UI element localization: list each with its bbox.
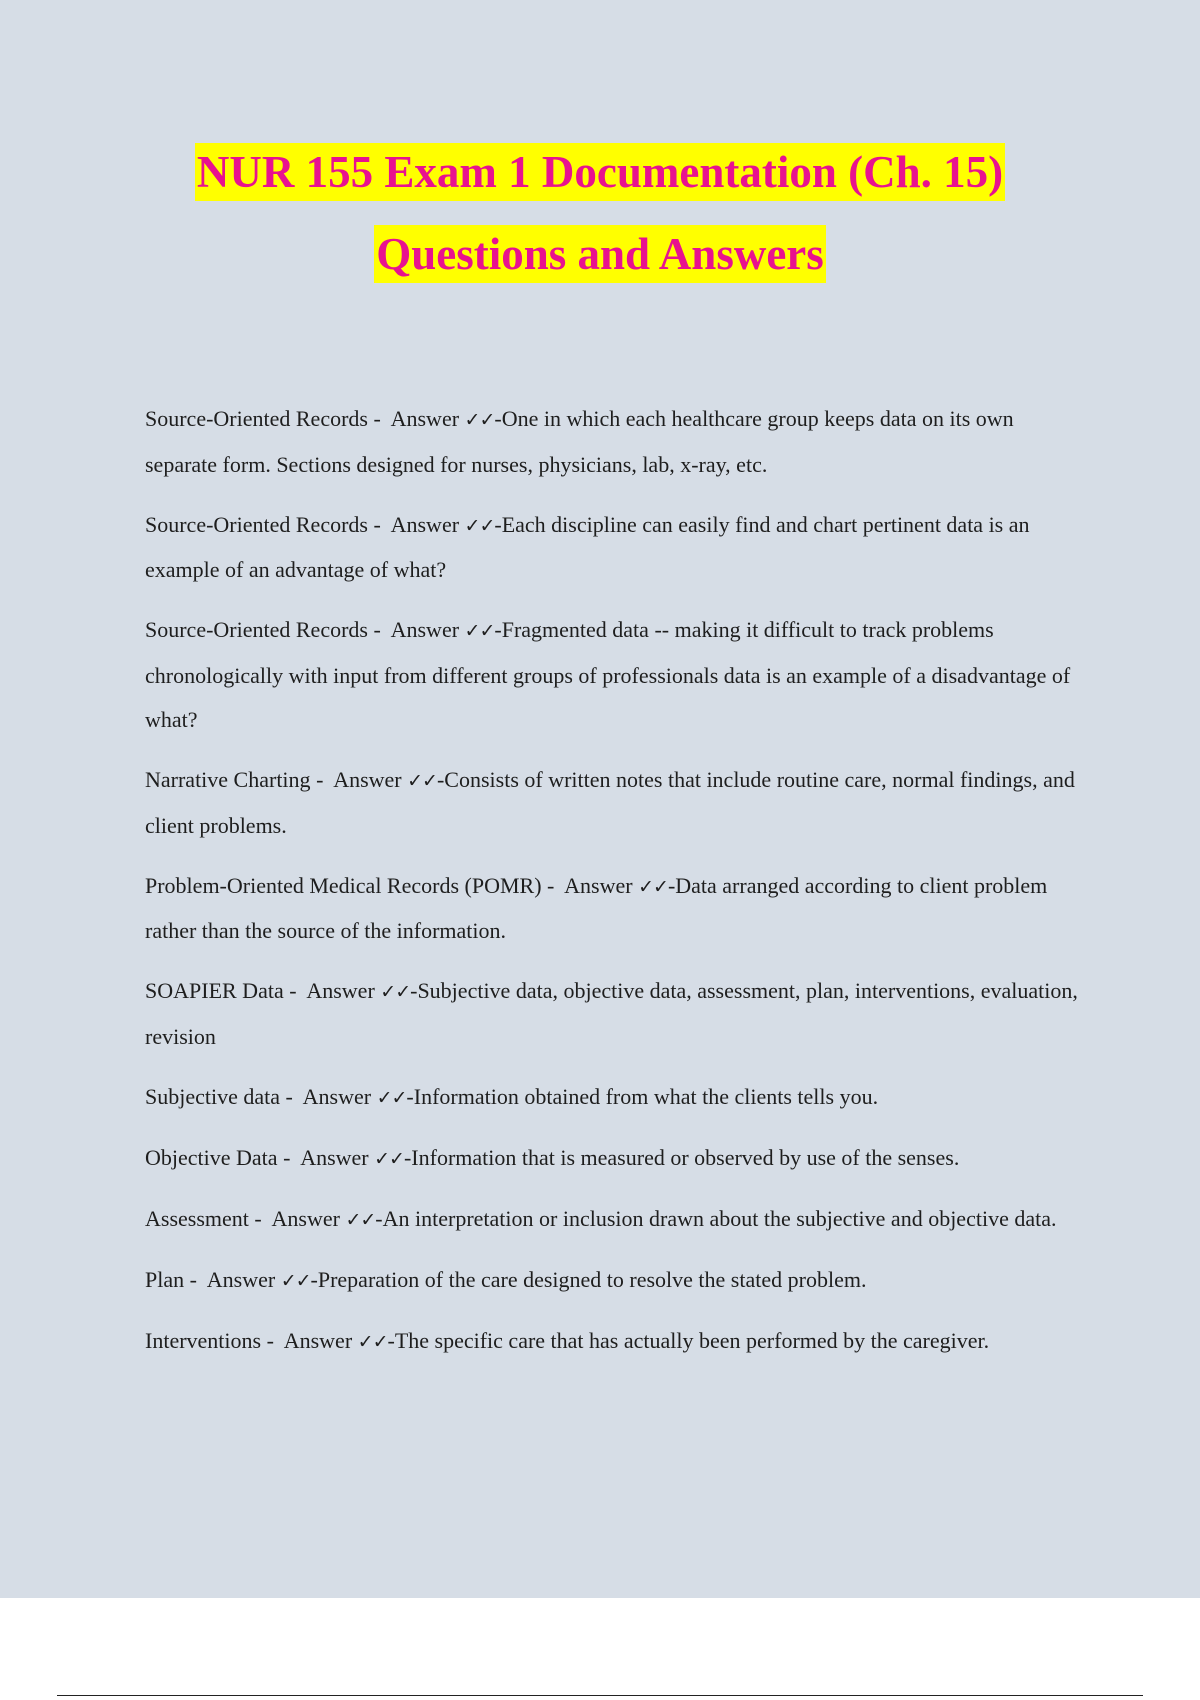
- qa-item: Assessment - Answer ✓✓-An interpretation or inclusion drawn about the subjective and objective data.: [145, 1205, 1057, 1231]
- qa-term: Source-Oriented Records: [145, 617, 368, 642]
- answer-label: Answer: [300, 1144, 369, 1170]
- qa-item: Interventions - Answer ✓✓-The specific care that has actually been performed by the caregiver.: [145, 1327, 990, 1353]
- qa-item: Plan - Answer ✓✓-Preparation of the care designed to resolve the stated problem.: [145, 1266, 867, 1292]
- qa-answer: -Information that is measured or observed by use of the senses.: [403, 1144, 960, 1170]
- check-icon: ✓✓: [464, 409, 495, 431]
- qa-answer: -Each discipline can easily find and chart pertinent data is an example of an advantage of what?: [145, 511, 1030, 582]
- qa-item: Narrative Charting - Answer ✓✓-Consists of written notes that include routine care, normal findings, and client problems.: [145, 767, 1075, 838]
- qa-item: Objective Data - Answer ✓✓-Information that is measured or observed by use of the senses.: [145, 1144, 960, 1170]
- qa-list: [145, 397, 1090, 1380]
- qa-term: Assessment: [145, 1205, 249, 1231]
- qa-answer: -An interpretation or inclusion drawn about the subjective and objective data.: [375, 1205, 1057, 1231]
- qa-item: Source-Oriented Records - Answer ✓✓-Fragmented data -- making it difficult to track problems chronologically with input from different groups of professionals data is an example of a disadvantage of what?: [145, 617, 1071, 732]
- qa-answer: -Fragmented data -- making it difficult to track problems chronologically with input from different groups of professionals data is an example of a disadvantage of what?: [145, 617, 1071, 732]
- qa-answer: -Consists of written notes that include routine care, normal findings, and client problems.: [145, 767, 1075, 838]
- qa-answer: -One in which each healthcare group keeps data on its own separate form. Sections designed for nurses, physicians, lab, x-ray, etc.: [145, 406, 1014, 477]
- qa-term: Source-Oriented Records: [145, 511, 368, 537]
- answer-label: Answer: [206, 1266, 276, 1292]
- qa-answer: -The specific care that has actually been performed by the caregiver.: [387, 1327, 990, 1353]
- answer-label: Answer: [283, 1327, 353, 1353]
- qa-item: SOAPIER Data - Answer ✓✓-Subjective data, objective data, assessment, plan, interventions, evaluation, revision: [145, 978, 1078, 1049]
- check-icon: ✓✓: [374, 1147, 404, 1170]
- answer-label: Answer: [271, 1205, 340, 1231]
- answer-label: Answer: [390, 406, 460, 431]
- qa-answer: -Preparation of the care designed to resolve the stated problem.: [310, 1266, 867, 1292]
- title-text-2: Questions and Answers: [374, 225, 826, 283]
- qa-answer: -Data arranged according to client problem rather than the source of the information.: [145, 872, 1048, 943]
- check-icon: ✓✓: [357, 1330, 388, 1353]
- answer-label: Answer: [390, 617, 460, 642]
- check-icon: ✓✓: [638, 875, 668, 898]
- title-line-1: [0, 142, 1200, 224]
- title-line-2: [0, 224, 1200, 306]
- qa-term: Interventions: [145, 1327, 262, 1353]
- check-icon: ✓✓: [376, 1086, 407, 1109]
- qa-term: Problem-Oriented Medical Records (POMR): [145, 872, 542, 898]
- answer-label: Answer: [302, 1083, 372, 1109]
- qa-term: Source-Oriented Records: [145, 406, 368, 431]
- qa-answer: -Information obtained from what the clients tells you.: [406, 1083, 879, 1109]
- qa-item: Subjective data - Answer ✓✓-Information obtained from what the clients tells you.: [145, 1083, 879, 1109]
- qa-answer: -Subjective data, objective data, assessment, plan, interventions, evaluation, revision: [145, 978, 1078, 1049]
- qa-term: Objective Data: [145, 1144, 278, 1170]
- qa-item: Source-Oriented Records - Answer ✓✓-Each discipline can easily find and chart pertinent data is an example of an advantage of what?: [145, 511, 1030, 582]
- qa-term: Plan: [145, 1266, 185, 1292]
- qa-term: Subjective data: [145, 1083, 281, 1109]
- answer-label: Answer: [306, 978, 375, 1003]
- qa-term: SOAPIER Data: [145, 978, 284, 1003]
- answer-label: Answer: [390, 511, 460, 537]
- check-icon: ✓✓: [380, 981, 411, 1003]
- title-text-1: NUR 155 Exam 1 Documentation (Ch. 15): [195, 143, 1005, 201]
- document-title: [0, 142, 1200, 306]
- qa-term: Narrative Charting: [145, 767, 311, 792]
- footer-divider: [57, 1695, 1143, 1696]
- qa-item: Source-Oriented Records - Answer ✓✓-One in which each healthcare group keeps data on its own separate form. Sections designed for nurses, physicians, lab, x-ray, etc.: [145, 406, 1014, 477]
- answer-label: Answer: [333, 767, 402, 792]
- answer-label: Answer: [564, 872, 633, 898]
- check-icon: ✓✓: [464, 514, 495, 537]
- check-icon: ✓✓: [464, 620, 495, 642]
- check-icon: ✓✓: [345, 1208, 376, 1231]
- check-icon: ✓✓: [407, 770, 437, 792]
- check-icon: ✓✓: [280, 1269, 311, 1292]
- qa-item: Problem-Oriented Medical Records (POMR) - Answer ✓✓-Data arranged according to client problem rather than the source of the information.: [145, 872, 1048, 943]
